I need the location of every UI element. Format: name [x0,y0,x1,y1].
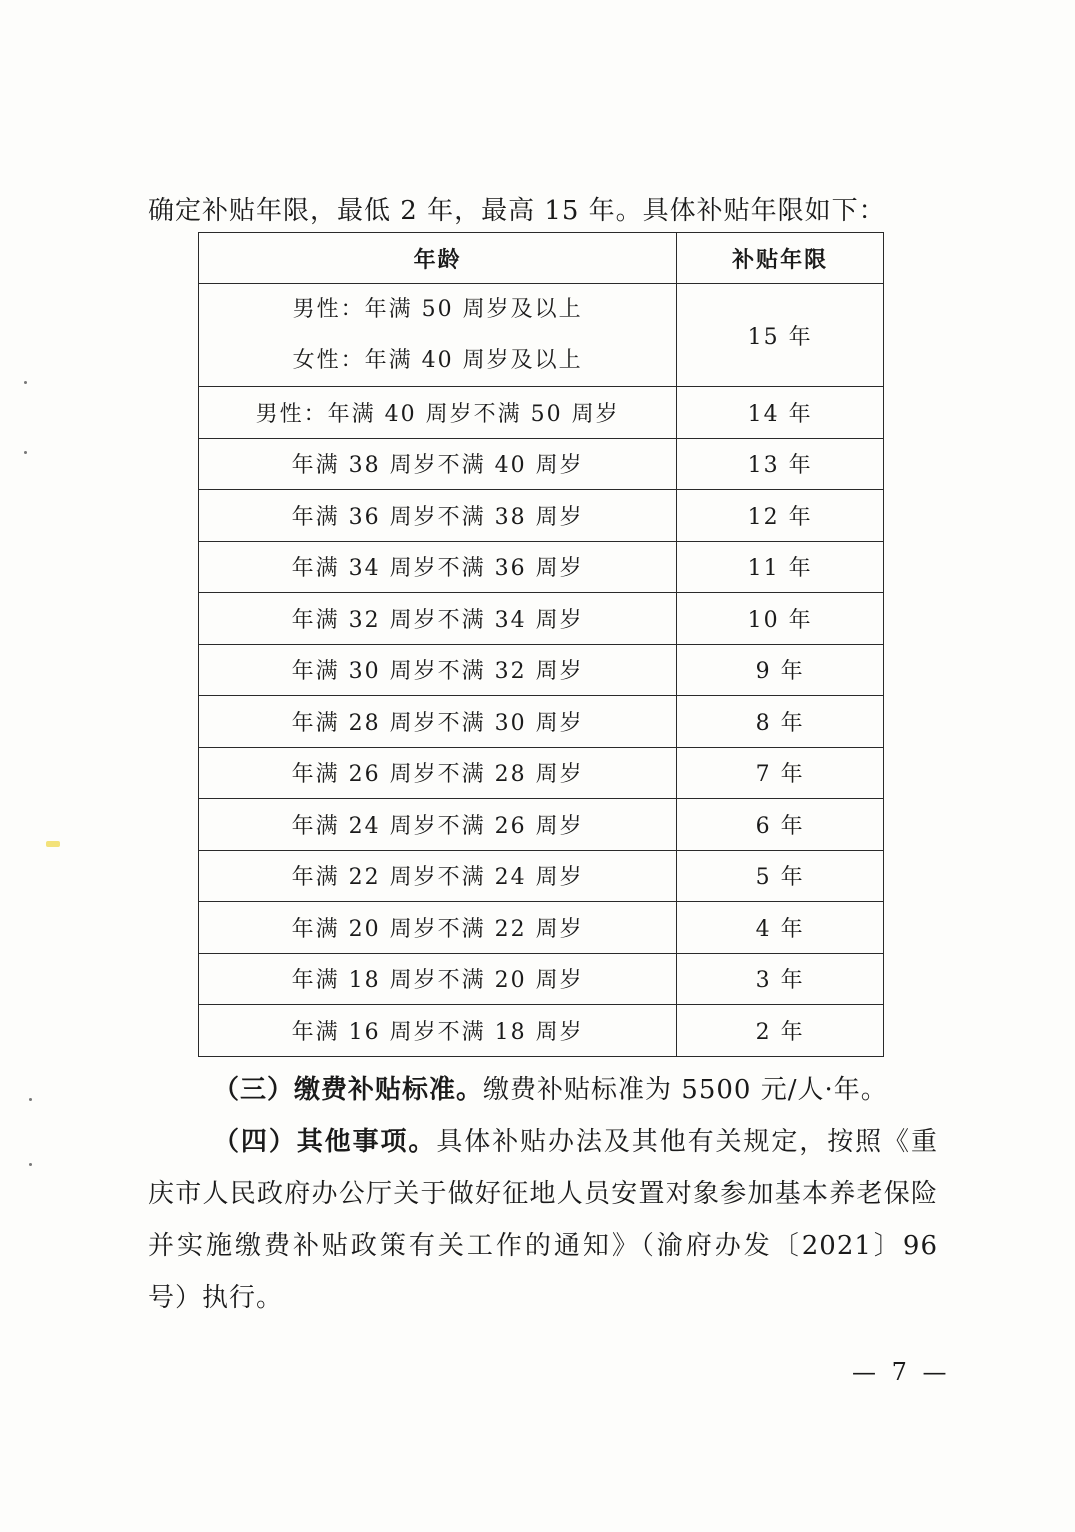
years-cell: 10 年 [677,593,884,645]
intro-paragraph: 确定补贴年限，最低 2 年，最高 15 年。具体补贴年限如下： [148,196,886,226]
table-row [199,284,884,387]
table-row [199,438,884,490]
age-cell: 男性：年满 40 周岁不满 50 周岁 [199,387,677,439]
scan-speck [29,1163,32,1166]
age-cell: 年满 28 周岁不满 30 周岁 [199,696,677,748]
years-cell: 13 年 [677,438,884,490]
age-cell: 年满 24 周岁不满 26 周岁 [199,799,677,851]
section-4-heading: （四）其他事项。 [213,1127,437,1157]
table-row [199,799,884,851]
table-row [199,902,884,954]
subsidy-years-table [198,232,884,1057]
table-row [199,1005,884,1057]
years-cell: 11 年 [677,541,884,593]
table-row [199,490,884,542]
years-cell: 9 年 [677,644,884,696]
age-cell: 年满 16 周岁不满 18 周岁 [199,1005,677,1057]
section-3-body: 缴费补贴标准为 5500 元/人·年。 [483,1075,888,1105]
years-cell: 6 年 [677,799,884,851]
table-row [199,593,884,645]
scan-speck [29,1098,32,1101]
years-cell: 12 年 [677,490,884,542]
scan-speck [24,451,27,454]
age-cell: 年满 18 周岁不满 20 周岁 [199,953,677,1005]
age-line-female: 女性：年满 40 周岁及以上 [292,348,583,373]
age-cell [199,284,677,387]
age-cell: 年满 32 周岁不满 34 周岁 [199,593,677,645]
table-row [199,850,884,902]
age-cell: 年满 26 周岁不满 28 周岁 [199,747,677,799]
years-cell: 4 年 [677,902,884,954]
age-cell: 年满 38 周岁不满 40 周岁 [199,438,677,490]
table-row [199,541,884,593]
table-header-row [199,233,884,284]
table-row [199,953,884,1005]
table-row [199,696,884,748]
years-cell: 7 年 [677,747,884,799]
years-cell: 2 年 [677,1005,884,1057]
table-row [199,747,884,799]
header-age: 年龄 [199,233,677,284]
age-cell: 年满 36 周岁不满 38 周岁 [199,490,677,542]
page-number: — 7 — [852,1358,951,1386]
header-years: 补贴年限 [677,233,884,284]
scan-speck [24,381,27,384]
age-cell: 年满 22 周岁不满 24 周岁 [199,850,677,902]
age-cell: 年满 34 周岁不满 36 周岁 [199,541,677,593]
scan-highlight-mark [46,841,60,847]
age-line-male: 男性：年满 50 周岁及以上 [292,297,583,322]
table-row [199,644,884,696]
section-4-paragraph [148,1116,938,1324]
years-cell: 8 年 [677,696,884,748]
years-cell: 14 年 [677,387,884,439]
years-cell: 5 年 [677,850,884,902]
years-cell: 3 年 [677,953,884,1005]
section-3-heading: （三）缴费补贴标准。 [213,1075,484,1105]
age-cell: 年满 20 周岁不满 22 周岁 [199,902,677,954]
years-cell: 15 年 [677,284,884,387]
section-3-paragraph [148,1064,938,1116]
table-row [199,387,884,439]
age-cell: 年满 30 周岁不满 32 周岁 [199,644,677,696]
section-4-body: 具体补贴办法及其他有关规定，按照《重庆市人民政府办公厅关于做好征地人员安置对象参加基本养老保险并实施缴费补贴政策有关工作的通知》（渝府办发〔2021〕96 号）执行。 [148,1127,938,1313]
